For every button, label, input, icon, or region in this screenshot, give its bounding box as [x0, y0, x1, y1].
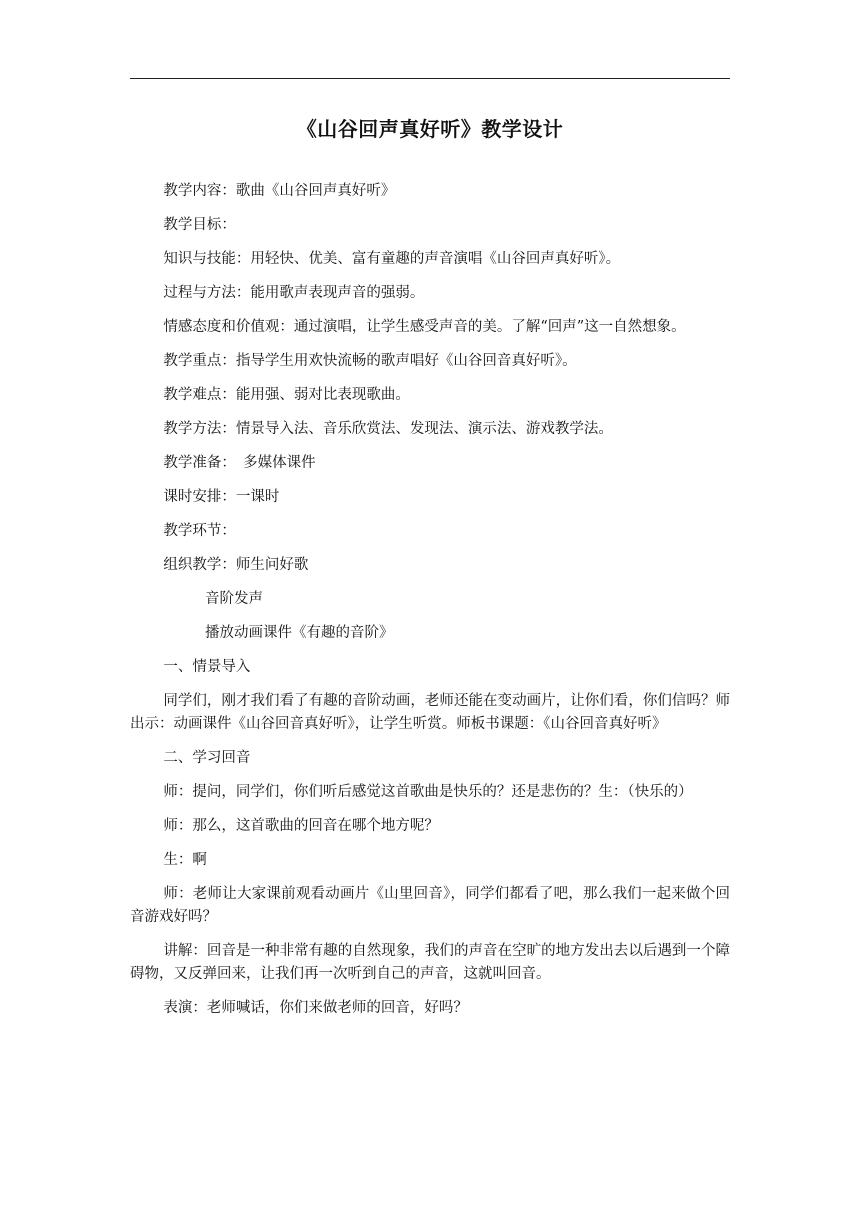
paragraph: 教学重点：指导学生用欢快流畅的歌声唱好《山谷回音真好听》。 — [163, 353, 577, 369]
paragraph: 生：啊 — [163, 852, 207, 868]
paragraph: 师：老师让大家课前观看动画片《山里回音》，同学们都看了吧，那么我们一起来做个回音游戏好吗？ — [130, 886, 730, 925]
paragraph: 教学方法：情景导入法、音乐欣赏法、发现法、演示法、游戏教学法。 — [163, 421, 613, 437]
paragraph: 同学们，刚才我们看了有趣的音阶动画，老师还能在变动画片，让你们看，你们信吗？师出示：动画课件《山谷回音真好听》，让学生听赏。师板书课题：《山谷回音真好听》 — [130, 693, 730, 732]
document-title: 《山谷回声真好听》教学设计 — [296, 117, 564, 141]
paragraph: 情感态度和价值观：通过演唱，让学生感受声音的美。了解“回声”这一自然想象。 — [163, 319, 686, 335]
paragraph: 教学难点：能用强、弱对比表现歌曲。 — [163, 387, 410, 403]
paragraph: 师：提问，同学们，你们听后感觉这首歌曲是快乐的？还是悲伤的？生：（快乐的） — [163, 784, 693, 800]
paragraph: 课时安排：一课时 — [163, 489, 280, 505]
paragraph: 过程与方法：能用歌声表现声音的强弱。 — [163, 285, 425, 301]
paragraph: 师：那么，这首歌曲的回音在哪个地方呢？ — [163, 818, 439, 834]
section-heading: 一、情景导入 — [163, 659, 251, 675]
document-body — [130, 180, 730, 1031]
paragraph: 讲解：回音是一种非常有趣的自然现象，我们的声音在空旷的地方发出去以后遇到一个障碍物，又反弹回来，让我们再一次听到自己的声音，这就叫回音。 — [130, 943, 730, 982]
paragraph: 表演：老师喊话，你们来做老师的回音，好吗？ — [163, 1000, 468, 1016]
paragraph: 播放动画课件《有趣的音阶》 — [205, 625, 394, 641]
paragraph: 教学准备： 多媒体课件 — [163, 455, 316, 471]
paragraph: 知识与技能：用轻快、优美、富有童趣的声音演唱《山谷回声真好听》。 — [163, 251, 621, 267]
paragraph: 组织教学：师生问好歌 — [163, 557, 309, 573]
section-heading: 二、学习回音 — [163, 750, 251, 766]
paragraph: 教学环节： — [163, 523, 236, 539]
paragraph: 音阶发声 — [205, 591, 263, 607]
paragraph: 教学目标： — [163, 217, 236, 233]
paragraph: 教学内容：歌曲《山谷回声真好听》 — [163, 183, 396, 199]
header-rule — [130, 78, 730, 79]
